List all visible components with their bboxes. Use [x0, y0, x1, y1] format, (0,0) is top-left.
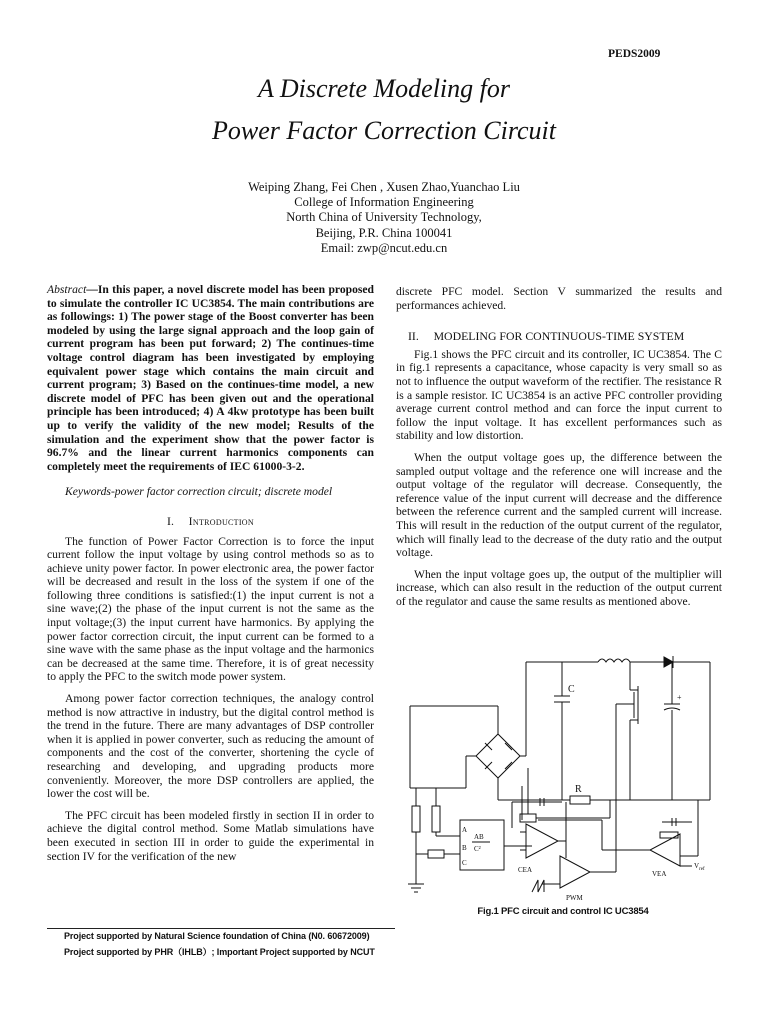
section-2-paragraph-3: When the input voltage goes up, the output of the multiplier will increase, which can also result in the reduction of the output current of the regulator and cause the same results as mentioned above.	[396, 567, 722, 608]
section-2-number: II.	[408, 329, 419, 344]
section-2-heading	[408, 330, 722, 344]
footnote-1: Project supported by Natural Science foundation of China (N0. 60672009)	[64, 931, 370, 941]
abstract	[47, 283, 374, 473]
sense-resistor-r	[570, 796, 590, 804]
current-error-amplifier	[512, 798, 566, 858]
input-sense-resistors	[412, 788, 460, 884]
intro-paragraph-3: The PFC circuit has been modeled firstly in section II in order to achieve the digital control method. Some Matlab simulations have been executed in section III in order to guide the experimental in section IV for the verification of the new	[47, 808, 374, 863]
footnote-rule	[47, 928, 395, 929]
label-c2: C²	[474, 845, 481, 853]
section-2-paragraph-2: When the output voltage goes up, the difference between the sampled output voltage and the reference one will increase and the output voltage of the regulator will decrease. Consequently, the reference value of the input current will decrease and the difference between the reference current and the sampled current will increase. This will result in the reduction of the output current of the regulator, which will finally lead to the decrease of the duty ratio and the output voltage.	[396, 450, 722, 560]
footnote-2: Project supported by PHR（IHLB）; Important Project supported by NCUT	[64, 947, 375, 957]
abstract-text: In this paper, a novel discrete model has been proposed to simulate the controller IC UC3854. The main contributions are as followings: 1) The power stage of the Boost converter has been modeled by using the large signal approach and the loop gain of current program has been put forward; 2) The continues-time voltage control diagram has been investigated by employing equivalent power stage which contains the main circuit and current program; 3) Based on the continues-time model, a new discrete model of PFC has been given out and the operational principle has been introduced; 4) A 4kw prototype has been built up to verify the validity of the new model; Results of the simulation and the experiment show that the power factor is 96.7% and the linear current harmonics components can completely meet the requirements of IEC 61000-3-2.	[47, 283, 374, 473]
label-r: R	[575, 784, 582, 795]
label-vref	[694, 862, 705, 872]
ground-symbol	[408, 884, 424, 892]
capacitor-c	[554, 662, 570, 800]
label-b: B	[462, 844, 467, 852]
intro-paragraph-1: The function of Power Factor Correction is to force the input current follow the input voltage by using control methods so as to achieve unity power factor. In power electronic area, the power factor will be decreased and result in the loss of the system if one of the following three conditions is satisfied:(1) the input current is not a sine wave;(2) the phase of the input current is not the same as the input voltage;(3) the input current have harmonics. By applying the power factor correction circuit, the input current can be formed to a sine wave with the same phase as the input voltage and the harmonics can be decreased at the same time. Therefore, it is of great necessity to apply the PFC to the switch mode power system.	[47, 534, 374, 684]
figure-caption: Fig.1 PFC circuit and control IC UC3854	[477, 906, 649, 917]
label-vref-main: V	[694, 862, 700, 870]
left-column	[47, 283, 374, 871]
affiliation-2: North China of University Technology,	[286, 210, 482, 225]
switch-mosfet	[616, 662, 638, 800]
label-a: A	[462, 826, 468, 834]
author-block	[0, 180, 768, 256]
address: Beijing, P.R. China 100041	[315, 225, 453, 240]
right-continuation: discrete PFC model. Section V summarized the results and performances achieved.	[396, 285, 722, 312]
author-names: Weiping Zhang, Fei Chen , Xusen Zhao,Yuanchao Liu	[248, 180, 520, 194]
section-2-title: MODELING FOR CONTINUOUS-TIME SYSTEM	[433, 329, 685, 344]
inductor	[520, 659, 630, 756]
abstract-dash: —	[86, 283, 98, 296]
label-plus: +	[677, 693, 682, 702]
label-vref-sub: ref	[699, 867, 705, 872]
keywords: Keywords-power factor correction circuit; discrete model	[65, 485, 333, 499]
label-c: C	[568, 684, 575, 695]
voltage-error-amplifier	[538, 818, 692, 866]
section-2-paragraph-1: Fig.1 shows the PFC circuit and its controller, IC UC3854. The C in fig.1 represents a capacitance, whose capacity is very small so as not to influence the output waveform of the rectifier. The resistance R is a sample resistor. IC UC3854 is an active PFC controller providing average current control method and can force the input current to follow the input voltage. It has excellent performances such as stability and low distortion.	[396, 347, 722, 443]
conference-tag: PEDS2009	[608, 48, 661, 60]
output-capacitor	[664, 662, 680, 800]
section-1-number: I.	[167, 513, 174, 528]
rectifier-bridge	[410, 706, 520, 800]
section-1-title: Introduction	[188, 513, 254, 528]
paper-title-line-1: A Discrete Modeling for	[257, 74, 510, 103]
label-ab: AB	[474, 833, 484, 841]
label-cc: C	[462, 859, 467, 867]
paper-title-line-2: Power Factor Correction Circuit	[212, 116, 556, 145]
pfc-circuit-diagram	[402, 652, 724, 902]
section-1-heading	[47, 515, 374, 529]
affiliation-1: College of Information Engineering	[294, 195, 474, 210]
right-column	[396, 285, 722, 616]
label-cea: CEA	[518, 866, 532, 874]
email: Email: zwp@ncut.edu.cn	[320, 240, 448, 255]
label-pwm: PWM	[566, 894, 583, 902]
abstract-label: Abstract	[47, 283, 87, 296]
label-vea: VEA	[652, 870, 667, 878]
intro-paragraph-2: Among power factor correction techniques, the analogy control method is now attractive in industry, but the digital control method is the trend in the future. There are many advantages of DSP controller when it is applied in power converter, such as reducing the amount of components and the cost of the converter, shortening the cycle of researching and developing, and upgrading products more conveniently. Moreover, the more DSP controllers are applied, the lower the cost will be.	[47, 692, 374, 801]
